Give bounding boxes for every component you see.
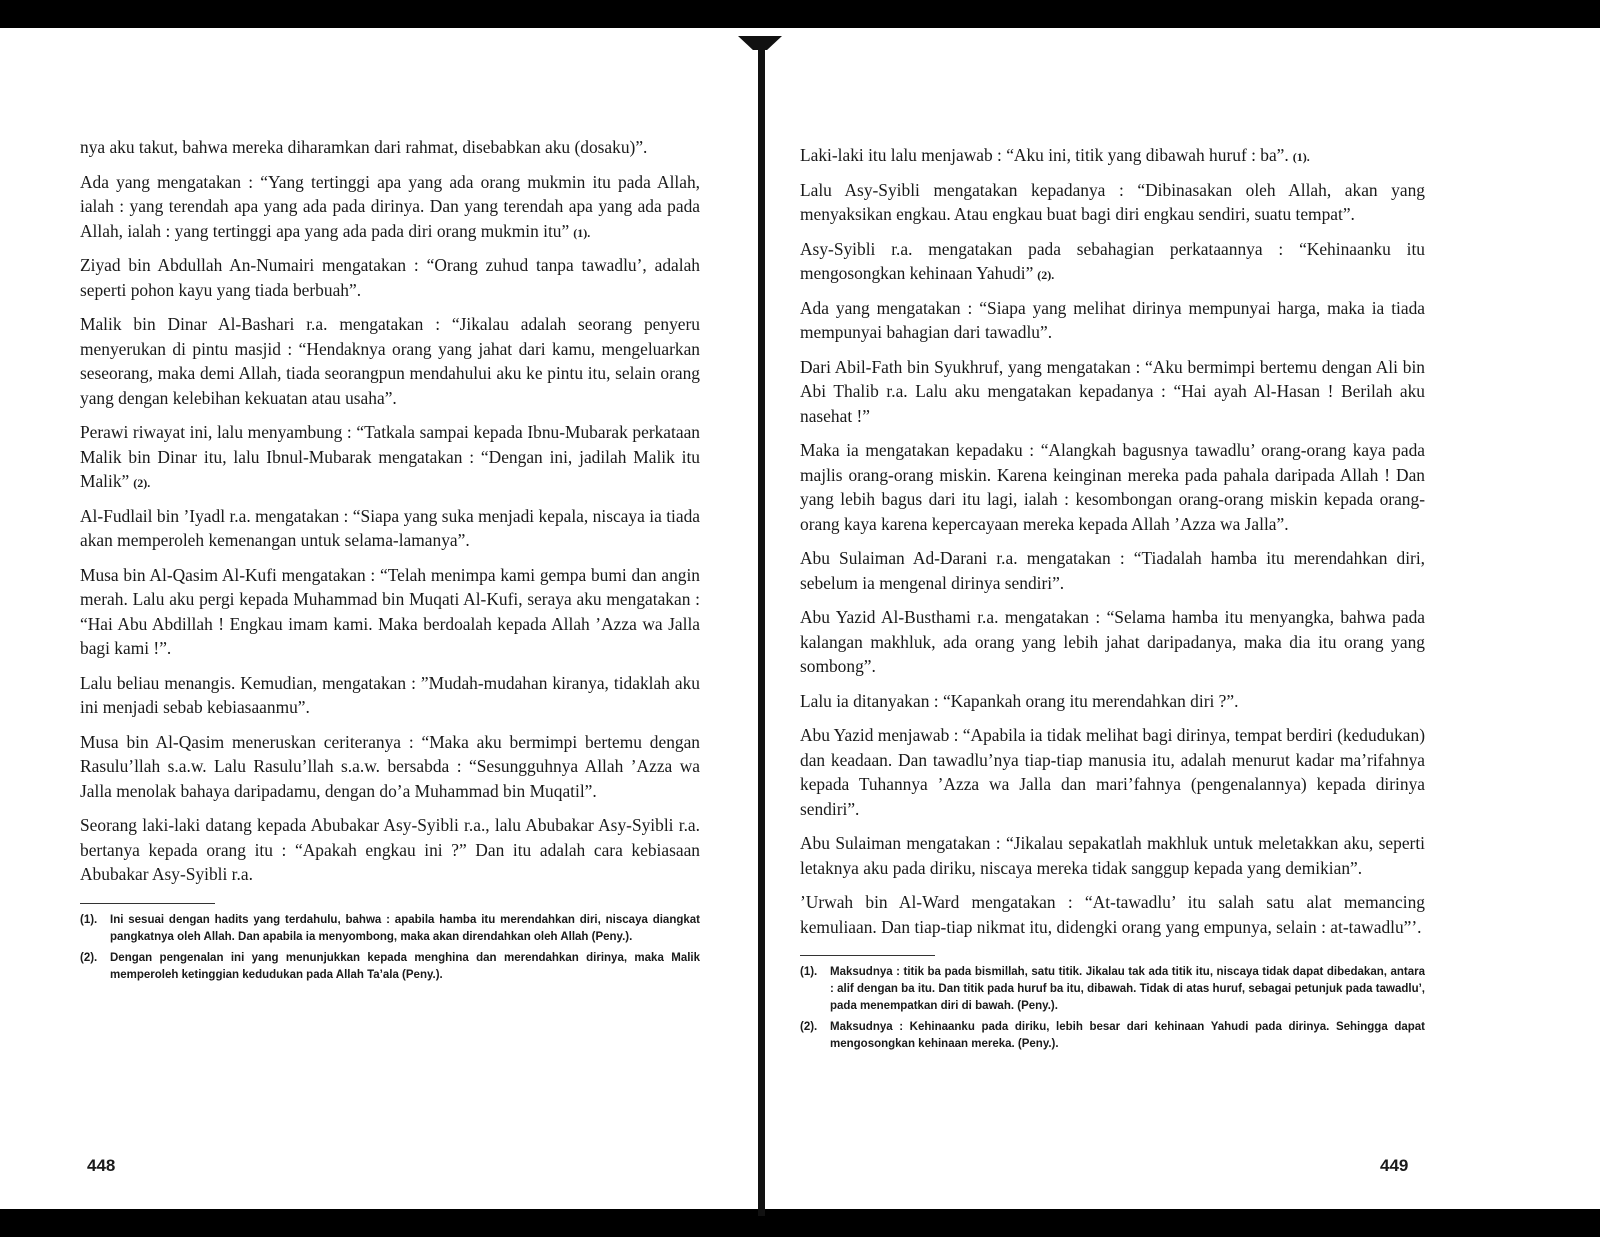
- paragraph: Lalu Asy-Syibli mengatakan kepadanya : “Dibinasakan oleh Allah, akan yang menyaksikan engkau. Atau engkau buat bagi diri engkau sendiri, suatu tempat”.: [800, 179, 1425, 224]
- footnote-text: Dengan pengenalan ini yang menunjukkan kepada menghina dan merendahkan dirinya, maka Malik memperoleh ketinggian kedudukan pada Allah Ta’ala (Peny.).: [110, 951, 700, 981]
- paragraph: Malik bin Dinar Al-Bashari r.a. mengatakan : “Jikalau adalah seorang penyeru menyerukan di pintu masjid : “Hendaknya orang yang jahat dari kamu, mengeluarkan seseorang, maka demi Allah, tiada seorangpun mendahului aku ke pintu itu, selain orang yang dengan kelebihan kekuatan atau usaha”.: [80, 314, 700, 408]
- paragraph: Maka ia mengatakan kepadaku : “Alangkah bagusnya tawadlu’ orang-orang kaya pada majlis orang-orang miskin. Karena keinginan mereka pada pahala daripada Allah ! Dan yang lebih bagus dari itu lagi, ialah : kesombongan orang-orang miskin kepada orang-orang kaya karena kepercayaan mereka kepada Allah ’Azza wa Jalla”.: [800, 440, 1425, 534]
- paragraph: Lalu beliau menangis. Kemudian, mengatakan : ”Mudah-mudahan kiranya, tidaklah aku ini menjadi sebab kebiasaanmu”.: [80, 672, 700, 717]
- footnote: [800, 1019, 1425, 1053]
- footnote-divider: [800, 955, 935, 956]
- paragraph: Laki-laki itu lalu menjawab : “Aku ini, titik yang dibawah huruf : ba”. (1).: [800, 145, 1310, 165]
- paragraph: Asy-Syibli r.a. mengatakan pada sebahagian perkataannya : “Kehinaanku itu mengosongkan kehinaan Yahudi” (2).: [800, 238, 1425, 283]
- footnote-text: Maksudnya : titik ba pada bismillah, satu titik. Jikalau tak ada titik itu, niscaya tidak dapat dibedakan, antara : alif dengan ba itu. Dan titik pada huruf ba itu, dibawah. Tidak di atas huruf, sebagai petunjuk pada tawadlu’, pada menempatkan diri di bawah. (Peny.).: [830, 966, 1425, 1012]
- page-number-right: 449: [1380, 1156, 1409, 1175]
- footnote-mark: (2).: [80, 951, 98, 964]
- book-gutter: [758, 44, 765, 1216]
- paragraph: Abu Sulaiman Ad-Darani r.a. mengatakan : “Tiadalah hamba itu merendahkan diri, sebelum ia mengenal dirinya sendiri”.: [800, 548, 1425, 593]
- paragraph: Dari Abil-Fath bin Syukhruf, yang mengatakan : “Aku bermimpi bertemu dengan Ali bin Abi Thalib r.a. Lalu aku mengatakan kepadanya : “Hai ayah Al-Hasan ! Berilah aku nasehat !”: [800, 356, 1425, 426]
- footnote-mark: (1).: [80, 913, 98, 926]
- paragraph: Ada yang mengatakan : “Siapa yang melihat dirinya mempunyai harga, maka ia tiada mempunyai bahagian dari tawadlu”.: [800, 297, 1425, 342]
- paragraph: Musa bin Al-Qasim Al-Kufi mengatakan : “Telah menimpa kami gempa bumi dan angin merah. Lalu aku pergi kepada Muhammad bin Muqati Al-Kufi, seraya aku mengatakan : “Hai Abu Abdillah ! Engkau imam kami. Maka berdoalah kepada Allah ’Azza wa Jalla bagi kami !”.: [80, 564, 700, 658]
- footnote-text: Maksudnya : Kehinaanku pada diriku, lebih besar dari kehinaan Yahudi pada dirinya. Sehingga dapat mengosongkan kehinaan mereka. (Peny.).: [830, 1021, 1425, 1050]
- paragraph: Ada yang mengatakan : “Yang tertinggi apa yang ada orang mukmin itu pada Allah, ialah : yang terendah apa yang ada pada dirinya. Dan yang terendah apa yang ada pada Allah, ialah : yang tertinggi apa yang ada pada diri orang mukmin itu” (1).: [80, 171, 700, 241]
- footnote: [80, 950, 700, 984]
- paragraph: Perawi riwayat ini, lalu menyambung : “Tatkala sampai kepada Ibnu-Mubarak perkataan Malik bin Dinar itu, lalu Ibnul-Mubarak mengatakan : “Dengan ini, jadilah Malik itu Malik” (2).: [80, 422, 700, 491]
- scan-top-border: [0, 0, 1600, 28]
- paragraph: Abu Yazid Al-Busthami r.a. mengatakan : “Selama hamba itu menyangka, bahwa pada kalangan makhluk, ada orang yang lebih jahat daripadanya, maka dia itu orang yang sombong”.: [800, 607, 1425, 676]
- paragraph: Abu Sulaiman mengatakan : “Jikalau sepakatlah makhluk untuk meletakkan aku, seperti letaknya aku pada diriku, niscaya mereka tidak sanggup kepada yang demikian”.: [800, 833, 1425, 878]
- left-page: [80, 135, 700, 988]
- left-footnotes: [80, 912, 700, 984]
- paragraph: nya aku takut, bahwa mereka diharamkan dari rahmat, disebabkan aku (dosaku)”.: [80, 137, 648, 157]
- paragraph: Abu Yazid menjawab : “Apabila ia tidak melihat bagi dirinya, tempat berdiri (kedudukan) dan keadaan. Dan tawadlu’nya tiap-tiap manusia itu, adalah menurut kadar ma’rifahnya kepada Tuhannya ’Azza wa Jalla dan mari’fahnya (pengenalannya) kepada dirinya sendiri”.: [800, 725, 1425, 819]
- paragraph: Ziyad bin Abdullah An-Numairi mengatakan : “Orang zuhud tanpa tawadlu’, adalah seperti pohon kayu yang tiada berbuah”.: [80, 255, 700, 300]
- right-page-body: [800, 143, 1425, 941]
- footnote-mark: (1).: [800, 966, 818, 978]
- footnote-mark: (2).: [800, 1021, 818, 1033]
- right-page: [800, 143, 1425, 1057]
- left-page-body: [80, 135, 700, 889]
- paragraph: Al-Fudlail bin ’Iyadl r.a. mengatakan : “Siapa yang suka menjadi kepala, niscaya ia tiada akan memperoleh kemenangan untuk selama-lamanya”.: [80, 505, 700, 550]
- page-number-left: 448: [87, 1156, 116, 1175]
- paragraph: Seorang laki-laki datang kepada Abubakar Asy-Syibli r.a., lalu Abubakar Asy-Syibli r.a. bertanya kepada orang itu : “Apakah engkau ini ?” Dan itu adalah cara kebiasaan Abubakar Asy-Syibli r.a.: [80, 815, 700, 884]
- footnote-divider: [80, 903, 215, 904]
- paragraph: Lalu ia ditanyakan : “Kapankah orang itu merendahkan diri ?”.: [800, 690, 1239, 711]
- footnote: [80, 912, 700, 946]
- scan-bottom-border: [0, 1209, 1600, 1237]
- footnote: [800, 964, 1425, 1015]
- right-footnotes: [800, 964, 1425, 1053]
- paragraph: ’Urwah bin Al-Ward mengatakan : “At-tawadlu’ itu salah satu alat memancing kemuliaan. Dan tiap-tiap nikmat itu, didengki orang yang empunya, selain : at-tawadlu”’.: [800, 892, 1425, 937]
- paragraph: Musa bin Al-Qasim meneruskan ceriteranya : “Maka aku bermimpi bertemu dengan Rasulu’llah s.a.w. Lalu Rasulu’llah s.a.w. bersabda : “Sesungguhnya Allah ’Azza wa Jalla menolak bahaya daripadamu, dengan do’a Muhammad bin Muqatil”.: [80, 731, 700, 801]
- footnote-text: Ini sesuai dengan hadits yang terdahulu, bahwa : apabila hamba itu merendahkan diri, niscaya diangkat pangkatnya oleh Allah. Dan apabila ia menyombong, maka akan direndahkan oleh Allah (Peny.).: [110, 913, 700, 943]
